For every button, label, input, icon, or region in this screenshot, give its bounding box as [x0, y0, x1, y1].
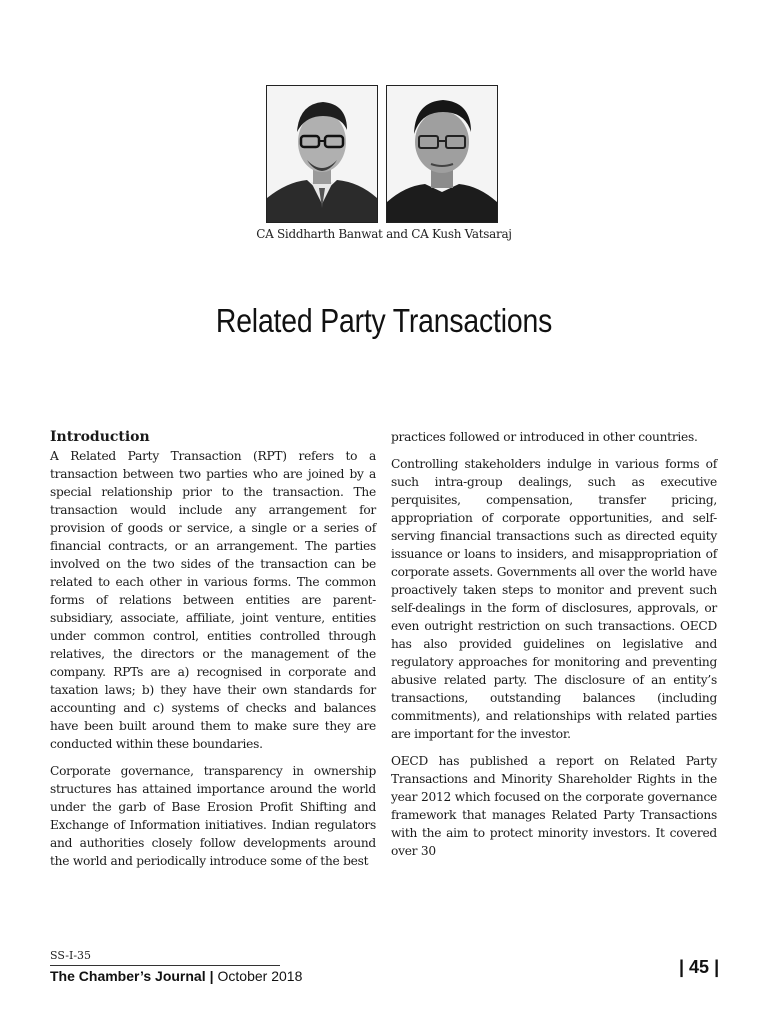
paragraph: A Related Party Transaction (RPT) refers to a transaction between two parties who are joined by a special relationship prior to the transaction. The transaction would include any arrangement for provision of goods or service, a single or a series of financial contracts, or an arrangement. The parties involved on the two sides of the transaction can be related to each other in various forms. The common forms of relations between entities are parent-subsidiary, associate, affiliate, joint venture, entities under common control, entities controlled through relatives, the directors or the management of the company. RPTs are a) recognised in corporate and taxation laws; b) they have their own standards for accounting and c) systems of checks and balances have been built around them to make sure they are conducted within these boundaries.: [50, 449, 376, 751]
page-number: [674, 957, 724, 978]
paragraph: Controlling stakeholders indulge in various forms of such intra-group dealings, such as executive perquisites, compensation, transfer pricing, appropriation of corporate opportunities, and self-serving financial transactions such as directed equity issuance or loans to insiders, and misappropriation of corporate assets. Governments all over the world have proactively taken steps to monitor and prevent such self-dealings in the form of disclosures, approvals, or even outright restriction on such transactions. OECD has also provided guidelines on legislative and regulatory approaches for monitoring and preventing abusive related party. The disclosure of an entity’s transactions, outstanding balances (including commitments), and relationships with related parties are important for the investor.: [391, 457, 717, 741]
article-title: Related Party Transactions: [215, 302, 553, 339]
right-column: [391, 428, 717, 869]
author-photo-kush-vatsaraj: [386, 85, 498, 223]
page-number-value: 45: [689, 957, 710, 977]
journal-name: The Chamber’s Journal: [50, 968, 206, 984]
footer-separator: |: [209, 968, 214, 984]
footer-divider: [50, 965, 280, 966]
issue-date: October 2018: [217, 968, 303, 984]
left-column: [50, 428, 376, 879]
page-number-bar-right: |: [714, 957, 720, 977]
footer-journal-line: [50, 968, 302, 984]
section-heading-introduction: Introduction: [50, 429, 150, 445]
author-photos: [266, 85, 508, 223]
paragraph: Corporate governance, transparency in ownership structures has attained importance around the world under the garb of Base Erosion Profit Shifting and Exchange of Information initiatives. Indian regulators and authorities closely follow developments around the world and periodically introduce some of the best: [50, 764, 376, 868]
author-byline: CA Siddharth Banwat and CA Kush Vatsaraj: [256, 227, 512, 241]
footer-code: SS-I-35: [50, 949, 92, 962]
page-number-bar-left: |: [679, 957, 685, 977]
author-photo-siddharth-banwat: [266, 85, 378, 223]
paragraph: practices followed or introduced in other countries.: [391, 430, 698, 444]
paragraph: OECD has published a report on Related Party Transactions and Minority Shareholder Rights in the year 2012 which focused on the corporate governance framework that manages Related Party Transactions with the aim to protect minority investors. It covered over 30: [391, 754, 717, 858]
